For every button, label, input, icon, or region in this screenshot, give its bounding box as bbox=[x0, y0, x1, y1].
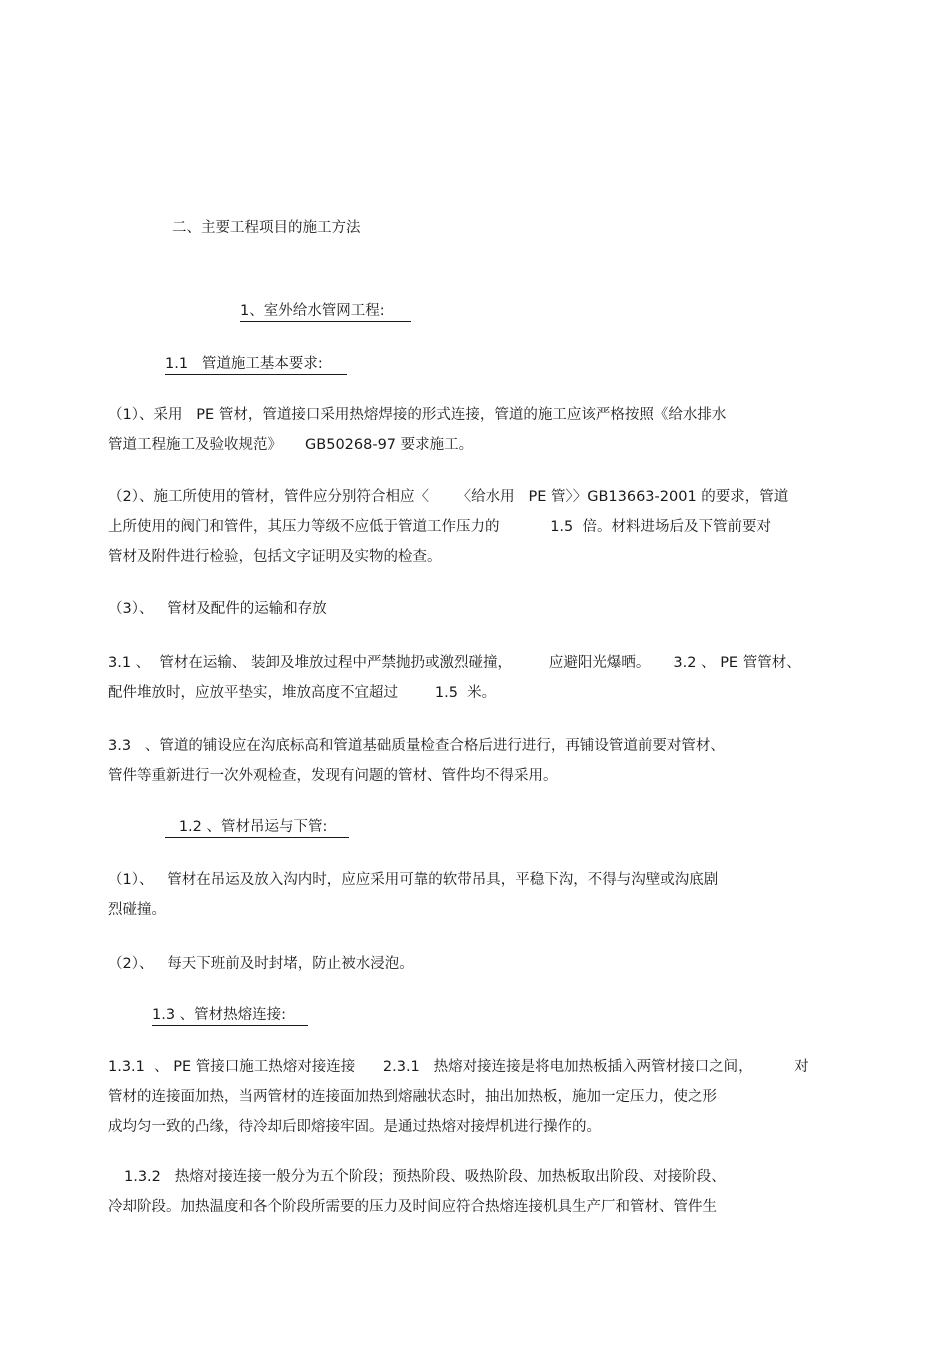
paragraph-4-line-2: 配件堆放时，应放平垫实，堆放高度不宜超过 1.5 米。 bbox=[108, 685, 497, 701]
paragraph-3: （3）、 管材及配件的运输和存放 bbox=[108, 601, 327, 617]
paragraph-8-line-1: 1.3.1 、 PE 管接口施工热熔对接连接 2.3.1 热熔对接连接是将电加热板插入两管材接口之间， 对 bbox=[108, 1059, 809, 1075]
paragraph-5-line-2: 管件等重新进行一次外观检查，发现有问题的管材、管件均不得采用。 bbox=[108, 768, 558, 784]
paragraph-2-line-3: 管材及附件进行检验，包括文字证明及实物的检查。 bbox=[108, 549, 442, 565]
paragraph-2-line-1: （2）、施工所使用的管材，管件应分别符合相应〈 〈给水用 PE 管〉〉GB13663-2001 的要求，管道 bbox=[108, 489, 789, 505]
paragraph-4-line-1: 3.1 、 管材在运输、 装卸及堆放过程中严禁抛扔或激烈碰撞， 应避阳光爆晒。 3.2 、 PE 管管材、 bbox=[108, 655, 801, 671]
paragraph-7: （2）、 每天下班前及时封堵，防止被水浸泡。 bbox=[108, 956, 414, 972]
paragraph-1-line-1: （1）、采用 PE 管材，管道接口采用热熔焊接的形式连接，管道的施工应该严格按照《给水排水 bbox=[108, 407, 727, 423]
heading-1-2: 1.2 、管材吊运与下管: bbox=[165, 818, 349, 838]
paragraph-6-line-2: 烈碰撞。 bbox=[108, 902, 166, 918]
paragraph-2-line-2: 上所使用的阀门和管件，其压力等级不应低于管道工作压力的 1.5 倍。材料进场后及下管前要对 bbox=[108, 519, 771, 535]
heading-1-1: 1.1 管道施工基本要求: bbox=[165, 355, 347, 375]
paragraph-8-line-3: 成均匀一致的凸缘，待冷却后即熔接牢固。是通过热熔对接焊机进行操作的。 bbox=[108, 1119, 601, 1135]
section-title: 二、主要工程项目的施工方法 bbox=[172, 220, 361, 236]
paragraph-5-line-1: 3.3 、管道的铺设应在沟底标高和管道基础质量检查合格后进行进行，再铺设管道前要对管材、 bbox=[108, 738, 725, 754]
paragraph-6-line-1: （1）、 管材在吊运及放入沟内时，应应采用可靠的软带吊具，平稳下沟，不得与沟壁或沟底剧 bbox=[108, 872, 719, 888]
paragraph-9-line-1: 1.3.2 热熔对接连接一般分为五个阶段；预热阶段、吸热阶段、加热板取出阶段、对接阶段、 bbox=[124, 1169, 726, 1185]
heading-1-3: 1.3 、管材热熔连接: bbox=[152, 1006, 308, 1026]
paragraph-1-line-2: 管道工程施工及验收规范》 GB50268-97 要求施工。 bbox=[108, 437, 474, 453]
paragraph-9-line-2: 冷却阶段。加热温度和各个阶段所需要的压力及时间应符合热熔连接机具生产厂和管材、管件生 bbox=[108, 1199, 717, 1215]
paragraph-8-line-2: 管材的连接面加热，当两管材的连接面加热到熔融状态时，抽出加热板，施加一定压力，使之形 bbox=[108, 1089, 717, 1105]
heading-1: 1、室外给水管网工程: bbox=[240, 302, 411, 322]
